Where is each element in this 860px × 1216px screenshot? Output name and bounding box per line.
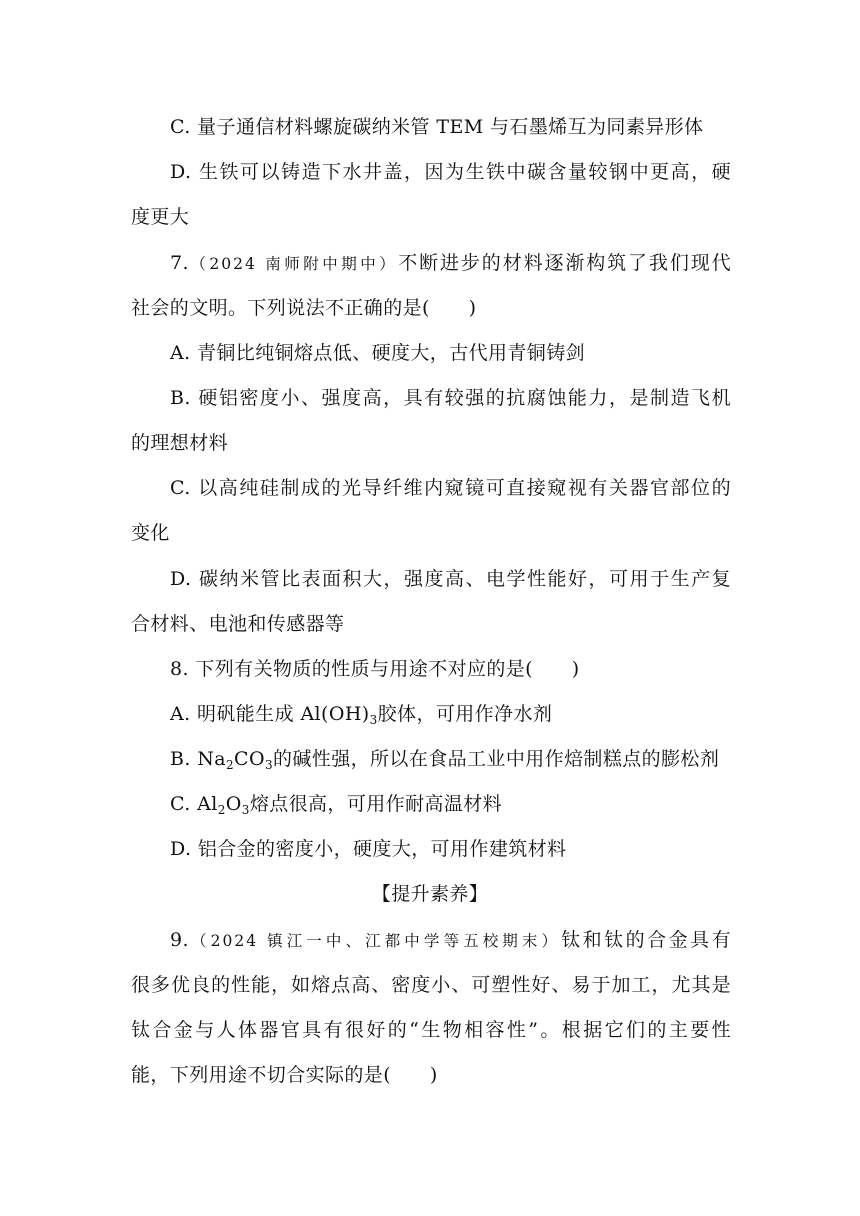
q8-option-c [170,792,731,816]
q9-stem-line2: 很多优良的性能，如熔点高、密度小、可塑性好、易于加工，尤其是 [131,974,731,996]
q8-option-b [170,747,731,771]
q9-number: 9. [170,929,189,951]
q8-option-a [170,702,731,726]
q7-source: （2024 南师附中期中） [188,255,399,273]
q9-stem-line1 [170,928,731,953]
q7-number: 7. [170,252,189,274]
q7-option-a: A. 青铜比纯铜熔点低、硬度大，古代用青铜铸剑 [170,342,586,364]
q8-option-c-subscript-2: 3 [241,803,250,817]
q8-option-b-text: B. Na [170,748,226,770]
q8-option-a-text: A. 明矾能生成 Al(OH) [170,703,370,725]
q9-source: （2024 镇江一中、江都中学等五校期末） [188,932,562,950]
q8-option-c-subscript-1: 2 [217,803,226,817]
q8-option-b-subscript-2: 3 [264,758,274,772]
q8-option-c-text-mid: O [225,793,242,815]
q9-stem-line3: 钛合金与人体器官具有很好的“生物相容性”。根据它们的主要性 [131,1019,731,1041]
q6-option-d-line2: 度更大 [131,206,190,228]
q7-stem-line2: 社会的文明。下列说法不正确的是( ) [131,297,477,319]
q7-option-b-line1: B. 硬铝密度小、强度高，具有较强的抗腐蚀能力，是制造飞机 [170,387,731,409]
q7-option-c-line2: 变化 [131,522,170,544]
q6-option-d-line1: D. 生铁可以铸造下水井盖，因为生铁中碳含量较钢中更高，硬 [170,161,731,183]
q8-option-d: D. 铝合金的密度小，硬度大，可用作建筑材料 [170,838,567,860]
section-heading: 【提升素养】 [371,883,489,905]
q6-option-c: C. 量子通信材料螺旋碳纳米管 TEM 与石墨烯互为同素异形体 [170,116,704,138]
q7-stem-text: 不断进步的材料逐渐构筑了我们现代 [398,252,732,274]
q8-option-c-text-end: 熔点很高，可用作耐高温材料 [249,793,503,815]
q8-option-c-text: C. Al [170,793,218,815]
q8-option-b-text-mid: CO [234,748,265,770]
q9-stem-line4: 能，下列用途不切合实际的是( ) [131,1064,438,1086]
q7-option-d-line1: D. 碳纳米管比表面积大，强度高、电学性能好，可用于生产复 [170,568,731,590]
q8-stem: 8. 下列有关物质的性质与用途不对应的是( ) [170,658,580,680]
q7-option-c-line1: C. 以高纯硅制成的光导纤维内窥镜可直接窥视有关器官部位的 [170,477,731,499]
q8-option-a-subscript: 3 [369,713,378,727]
q7-stem-line1 [170,251,731,276]
q8-option-b-text-end: 的碱性强，所以在食品工业中用作焙制糕点的膨松剂 [273,748,720,770]
q9-stem-text: 钛和钛的合金具有 [561,929,732,951]
q8-option-a-text-end: 胶体，可用作净水剂 [377,703,553,725]
q7-option-d-line2: 合材料、电池和传感器等 [131,613,345,635]
q8-option-b-subscript-1: 2 [226,758,235,772]
q7-option-b-line2: 的理想材料 [131,432,229,454]
